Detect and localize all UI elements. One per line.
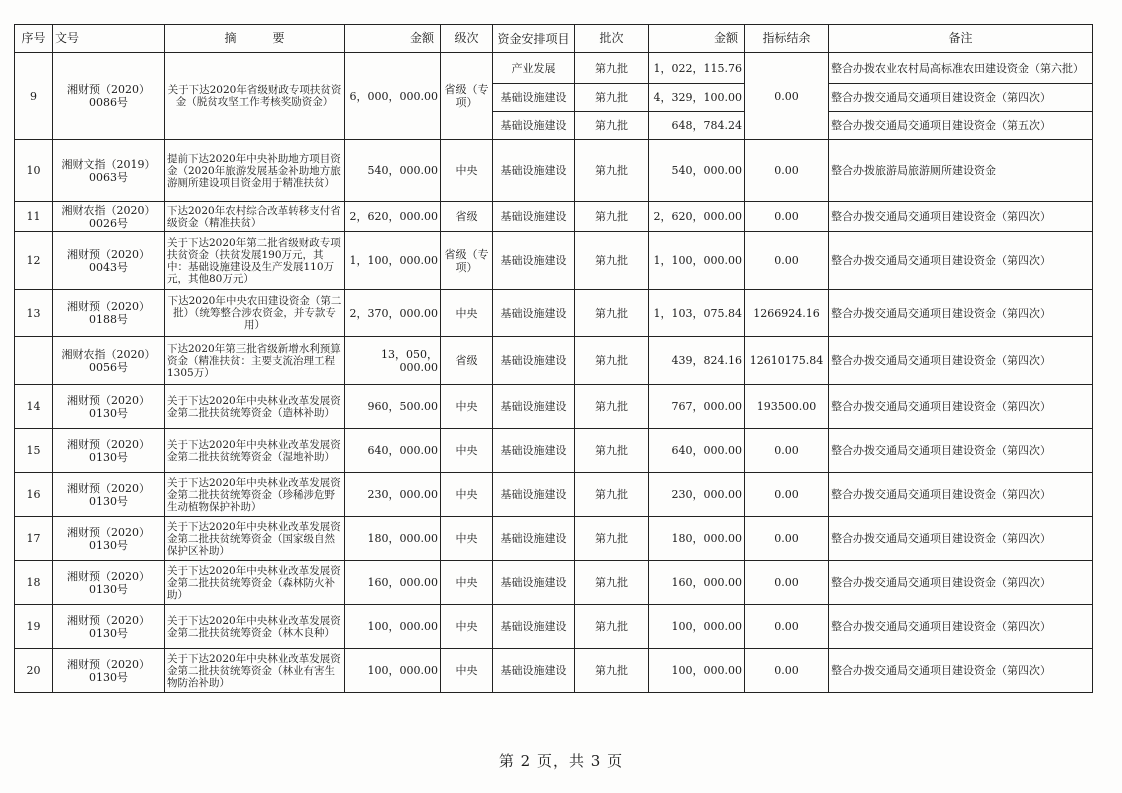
row-batch: 第九批 bbox=[575, 649, 649, 693]
row-level: 中央 bbox=[441, 140, 493, 202]
row-doc-no: 湘财预（2020）0130号 bbox=[53, 605, 165, 649]
row-amount: 160，000.00 bbox=[345, 561, 441, 605]
row-seq: 18 bbox=[15, 561, 53, 605]
row-summary: 关于下达2020年第二批省级财政专项扶贫资金（扶贫发展190万元，其中：基础设施建设及生产发展110万元，其他80万元） bbox=[165, 232, 345, 290]
row-batch-amount: 2，620，000.00 bbox=[649, 202, 745, 232]
row-batch-amount: 100，000.00 bbox=[649, 605, 745, 649]
row-batch-amount: 640，000.00 bbox=[649, 429, 745, 473]
row-doc-no: 湘财农指（2020）0026号 bbox=[53, 202, 165, 232]
row-project: 基础设施建设 bbox=[493, 429, 575, 473]
row-batch: 第九批 bbox=[575, 232, 649, 290]
row-doc-no: 湘财农指（2020）0056号 bbox=[53, 337, 165, 385]
row-balance: 1266924.16 bbox=[745, 290, 829, 337]
row-batch: 第九批 bbox=[575, 517, 649, 561]
row-project: 基础设施建设 bbox=[493, 649, 575, 693]
row-amount: 13，050，000.00 bbox=[345, 337, 441, 385]
row-balance: 0.00 bbox=[745, 605, 829, 649]
row-doc-no: 湘财预（2020）0130号 bbox=[53, 649, 165, 693]
row-summary: 关于下达2020年中央林业改革发展资金第二批扶贫统筹资金（森林防火补助） bbox=[165, 561, 345, 605]
row-level: 中央 bbox=[441, 429, 493, 473]
row-batch: 第九批 bbox=[575, 429, 649, 473]
row-batch-amount: 767，000.00 bbox=[649, 385, 745, 429]
table-row bbox=[15, 561, 1093, 605]
row-seq: 15 bbox=[15, 429, 53, 473]
row-batch-amount: 439，824.16 bbox=[649, 337, 745, 385]
row-batch: 第九批 bbox=[575, 112, 649, 140]
table-row bbox=[15, 140, 1093, 202]
row-batch: 第九批 bbox=[575, 385, 649, 429]
row-project: 基础设施建设 bbox=[493, 517, 575, 561]
row-summary: 关于下达2020年省级财政专项扶贫资金（脱贫攻坚工作考核奖励资金） bbox=[165, 53, 345, 140]
row-balance: 0.00 bbox=[745, 202, 829, 232]
row-batch-amount: 1，100，000.00 bbox=[649, 232, 745, 290]
row-seq: 10 bbox=[15, 140, 53, 202]
row-remark: 整合办拨交通局交通项目建设资金（第四次） bbox=[829, 429, 1093, 473]
row-level: 中央 bbox=[441, 517, 493, 561]
row-doc-no: 湘财预（2020）0130号 bbox=[53, 429, 165, 473]
row-summary: 关于下达2020年中央林业改革发展资金第二批扶贫统筹资金（林业有害生物防治补助） bbox=[165, 649, 345, 693]
row-batch-amount: 1，103，075.84 bbox=[649, 290, 745, 337]
header-balance: 指标结余 bbox=[745, 25, 829, 53]
row-summary: 提前下达2020年中央补助地方项目资金（2020年旅游发展基金补助地方旅游厕所建设项目资金用于精准扶贫） bbox=[165, 140, 345, 202]
row-amount: 100，000.00 bbox=[345, 605, 441, 649]
row-seq: 11 bbox=[15, 202, 53, 232]
row-balance: 0.00 bbox=[745, 473, 829, 517]
table-row bbox=[15, 202, 1093, 232]
row-amount: 2，370，000.00 bbox=[345, 290, 441, 337]
row-doc-no: 湘财预（2020）0086号 bbox=[53, 53, 165, 140]
row-remark: 整合办拨交通局交通项目建设资金（第四次） bbox=[829, 605, 1093, 649]
row-project: 产业发展 bbox=[493, 53, 575, 84]
row-doc-no: 湘财预（2020）0043号 bbox=[53, 232, 165, 290]
row-remark: 整合办拨交通局交通项目建设资金（第四次） bbox=[829, 290, 1093, 337]
row-remark: 整合办拨交通局交通项目建设资金（第四次） bbox=[829, 649, 1093, 693]
row-project: 基础设施建设 bbox=[493, 561, 575, 605]
row-balance: 0.00 bbox=[745, 232, 829, 290]
header-remark: 备注 bbox=[829, 25, 1093, 53]
row-batch-amount: 648，784.24 bbox=[649, 112, 745, 140]
row-balance: 12610175.84 bbox=[745, 337, 829, 385]
row-project: 基础设施建设 bbox=[493, 202, 575, 232]
row-summary: 下达2020年中央农田建设资金（第二批）（统筹整合涉农资金，并专款专用） bbox=[165, 290, 345, 337]
table-row bbox=[15, 232, 1093, 290]
row-remark: 整合办拨交通局交通项目建设资金（第四次） bbox=[829, 232, 1093, 290]
header-project: 资金安排项目 bbox=[493, 25, 575, 53]
row-level: 中央 bbox=[441, 605, 493, 649]
row-batch-amount: 1，022，115.76 bbox=[649, 53, 745, 84]
row-level: 中央 bbox=[441, 385, 493, 429]
row-remark: 整合办拨交通局交通项目建设资金（第五次） bbox=[829, 112, 1093, 140]
table-row bbox=[15, 290, 1093, 337]
row-balance: 0.00 bbox=[745, 140, 829, 202]
row-project: 基础设施建设 bbox=[493, 232, 575, 290]
table-row bbox=[15, 337, 1093, 385]
row-batch-amount: 540，000.00 bbox=[649, 140, 745, 202]
row-project: 基础设施建设 bbox=[493, 473, 575, 517]
row-amount: 540，000.00 bbox=[345, 140, 441, 202]
row-remark: 整合办拨交通局交通项目建设资金（第四次） bbox=[829, 84, 1093, 112]
row-summary: 关于下达2020年中央林业改革发展资金第二批扶贫统筹资金（珍稀涉危野生动植物保护补助） bbox=[165, 473, 345, 517]
row-batch-amount: 180，000.00 bbox=[649, 517, 745, 561]
row-remark: 整合办拨交通局交通项目建设资金（第四次） bbox=[829, 385, 1093, 429]
header-batch: 批次 bbox=[575, 25, 649, 53]
row-remark: 整合办拨交通局交通项目建设资金（第四次） bbox=[829, 473, 1093, 517]
row-remark: 整合办拨农业农村局高标准农田建设资金（第六批） bbox=[829, 53, 1093, 84]
table-row bbox=[15, 473, 1093, 517]
row-batch: 第九批 bbox=[575, 140, 649, 202]
row-batch: 第九批 bbox=[575, 290, 649, 337]
row-level: 省级（专项） bbox=[441, 53, 493, 140]
row-summary: 关于下达2020年中央林业改革发展资金第二批扶贫统筹资金（国家级自然保护区补助） bbox=[165, 517, 345, 561]
header-summary: 摘 要 bbox=[165, 25, 345, 53]
row-batch: 第九批 bbox=[575, 561, 649, 605]
row-seq: 17 bbox=[15, 517, 53, 561]
row-seq: 13 bbox=[15, 290, 53, 337]
row-balance: 0.00 bbox=[745, 649, 829, 693]
row-amount: 6，000，000.00 bbox=[345, 53, 441, 140]
row-doc-no: 湘财预（2020）0188号 bbox=[53, 290, 165, 337]
row-remark: 整合办拨交通局交通项目建设资金（第四次） bbox=[829, 202, 1093, 232]
row-seq: 20 bbox=[15, 649, 53, 693]
table-row bbox=[15, 385, 1093, 429]
row-remark: 整合办拨交通局交通项目建设资金（第四次） bbox=[829, 517, 1093, 561]
row-project: 基础设施建设 bbox=[493, 605, 575, 649]
row-level: 省级（专项） bbox=[441, 232, 493, 290]
row-level: 中央 bbox=[441, 290, 493, 337]
row-doc-no: 湘财文指（2019）0063号 bbox=[53, 140, 165, 202]
row-doc-no: 湘财预（2020）0130号 bbox=[53, 561, 165, 605]
row-seq: 16 bbox=[15, 473, 53, 517]
row-seq bbox=[15, 337, 53, 385]
header-seq: 序号 bbox=[15, 25, 53, 53]
header-row bbox=[15, 25, 1093, 53]
row-remark: 整合办拨交通局交通项目建设资金（第四次） bbox=[829, 561, 1093, 605]
row-amount: 180，000.00 bbox=[345, 517, 441, 561]
table-row bbox=[15, 605, 1093, 649]
row-balance: 0.00 bbox=[745, 517, 829, 561]
header-doc-no: 文号 bbox=[53, 25, 165, 53]
row-level: 省级 bbox=[441, 202, 493, 232]
row-batch-amount: 160，000.00 bbox=[649, 561, 745, 605]
row-seq: 12 bbox=[15, 232, 53, 290]
row-amount: 960，500.00 bbox=[345, 385, 441, 429]
row-amount: 640，000.00 bbox=[345, 429, 441, 473]
header-batch-amount: 金额 bbox=[649, 25, 745, 53]
row-level: 中央 bbox=[441, 649, 493, 693]
row-balance: 193500.00 bbox=[745, 385, 829, 429]
row-summary: 关于下达2020年中央林业改革发展资金第二批扶贫统筹资金（湿地补助） bbox=[165, 429, 345, 473]
row-project: 基础设施建设 bbox=[493, 290, 575, 337]
row-batch-amount: 230，000.00 bbox=[649, 473, 745, 517]
row-balance: 0.00 bbox=[745, 429, 829, 473]
row-doc-no: 湘财预（2020）0130号 bbox=[53, 473, 165, 517]
row-batch: 第九批 bbox=[575, 53, 649, 84]
row-remark: 整合办拨旅游局旅游厕所建设资金 bbox=[829, 140, 1093, 202]
page-number: 第 2 页，共 3 页 bbox=[498, 752, 624, 770]
row-summary: 下达2020年农村综合改革转移支付省级资金（精准扶贫） bbox=[165, 202, 345, 232]
row-project: 基础设施建设 bbox=[493, 140, 575, 202]
header-amount: 金额 bbox=[345, 25, 441, 53]
row-amount: 100，000.00 bbox=[345, 649, 441, 693]
row-project: 基础设施建设 bbox=[493, 337, 575, 385]
row-batch: 第九批 bbox=[575, 337, 649, 385]
row-level: 省级 bbox=[441, 337, 493, 385]
row-amount: 230，000.00 bbox=[345, 473, 441, 517]
row-balance: 0.00 bbox=[745, 53, 829, 140]
row-batch: 第九批 bbox=[575, 605, 649, 649]
header-level: 级次 bbox=[441, 25, 493, 53]
row-seq: 14 bbox=[15, 385, 53, 429]
table-row bbox=[15, 429, 1093, 473]
row-project: 基础设施建设 bbox=[493, 84, 575, 112]
row-summary: 下达2020年第三批省级新增水利预算资金（精准扶贫：主要支流治理工程1305万） bbox=[165, 337, 345, 385]
row-summary: 关于下达2020年中央林业改革发展资金第二批扶贫统筹资金（林木良种） bbox=[165, 605, 345, 649]
row-balance: 0.00 bbox=[745, 561, 829, 605]
row-level: 中央 bbox=[441, 473, 493, 517]
row-batch: 第九批 bbox=[575, 473, 649, 517]
table-row bbox=[15, 649, 1093, 693]
row-batch-amount: 4，329，100.00 bbox=[649, 84, 745, 112]
row-doc-no: 湘财预（2020）0130号 bbox=[53, 517, 165, 561]
table-row bbox=[15, 53, 1093, 84]
row-seq: 19 bbox=[15, 605, 53, 649]
row-project: 基础设施建设 bbox=[493, 112, 575, 140]
table-row bbox=[15, 517, 1093, 561]
allocation-table bbox=[14, 24, 1093, 693]
row-amount: 2，620，000.00 bbox=[345, 202, 441, 232]
row-level: 中央 bbox=[441, 561, 493, 605]
row-batch-amount: 100，000.00 bbox=[649, 649, 745, 693]
row-doc-no: 湘财预（2020）0130号 bbox=[53, 385, 165, 429]
row-batch: 第九批 bbox=[575, 202, 649, 232]
row-amount: 1，100，000.00 bbox=[345, 232, 441, 290]
row-batch: 第九批 bbox=[575, 84, 649, 112]
row-summary: 关于下达2020年中央林业改革发展资金第二批扶贫统筹资金（造林补助） bbox=[165, 385, 345, 429]
row-seq: 9 bbox=[15, 53, 53, 140]
row-project: 基础设施建设 bbox=[493, 385, 575, 429]
row-remark: 整合办拨交通局交通项目建设资金（第四次） bbox=[829, 337, 1093, 385]
